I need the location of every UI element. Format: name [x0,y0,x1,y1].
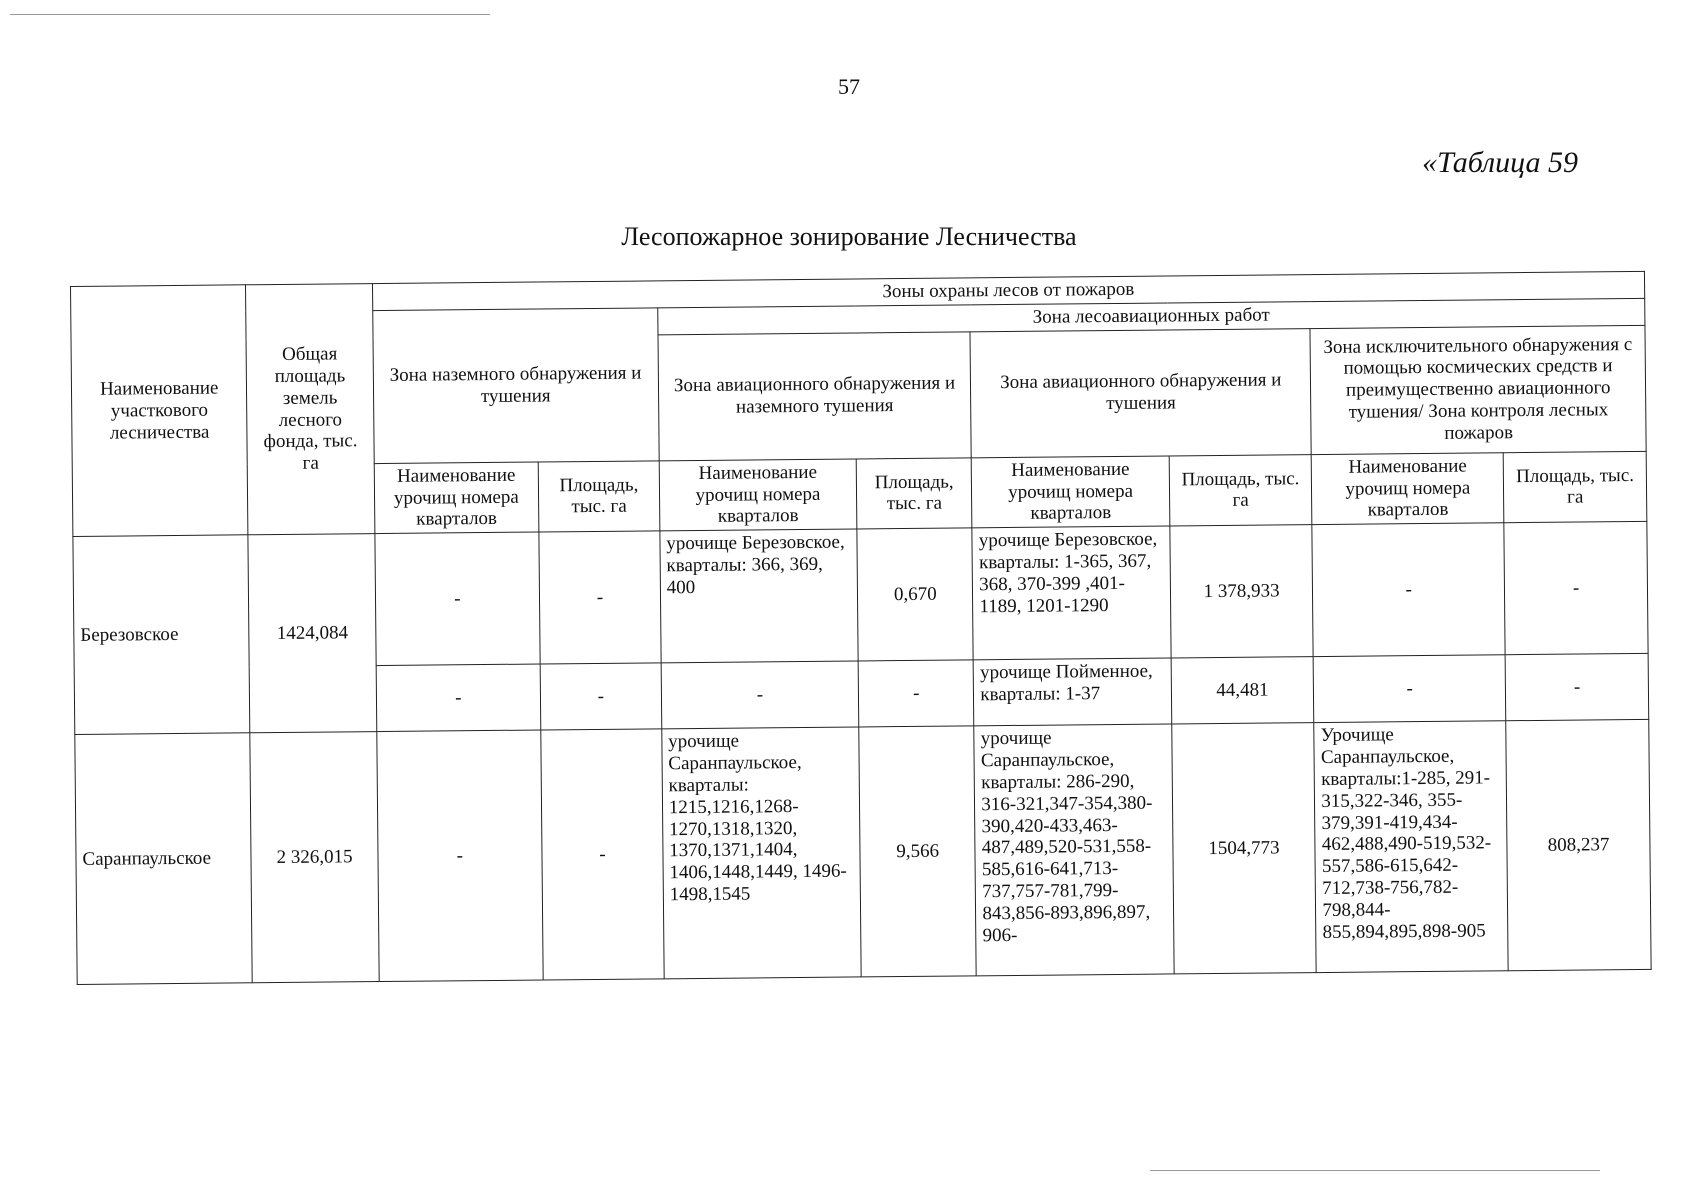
avia-names: урочище Саранпаульское, кварталы: 286-290, 316-321,347-354,380-390,420-433,463-487,489,520-531,558-585,616-641,713-737,757-781,799-843,856-893,896,897, 906- [974,724,1174,976]
table-row [73,522,1648,669]
subheader-names: Наименование урочищ номера кварталов [374,462,539,534]
ground-area: - [540,663,661,730]
subheader-area: Площадь, тыс. га [1169,454,1312,526]
subheader-area: Площадь, тыс. га [856,458,972,530]
header-total-area: Общая площадь земель лесного фонда, тыс. га [246,284,375,535]
ground-area: - [539,531,661,664]
table-row [75,720,1651,985]
header-aviation-works: Зона лесоавиационных работ [658,298,1645,334]
avia-area: 1504,773 [1172,723,1317,974]
fire-zoning-table [70,271,1652,985]
subheader-names: Наименование урочищ номера кварталов [1312,452,1505,524]
total-area: 2 326,015 [250,732,379,983]
scan-edge-line [10,14,490,15]
page-number: 57 [838,74,860,99]
avia-ground-names: урочище Саранпаульское, кварталы: 1215,1216,1268-1270,1318,1320, 1370,1371,1404, 1406,1448,1449, 1496-1498,1545 [662,727,862,979]
space-names: - [1312,523,1505,657]
avia-area: 44,481 [1171,657,1314,724]
space-area: - [1505,654,1648,721]
space-area: 808,237 [1506,720,1651,971]
ground-area: - [541,729,664,980]
avia-ground-area: - [858,660,974,727]
avia-ground-area: 9,566 [859,726,977,977]
document-title: Лесопожарное зонирование Лесничества [621,222,1077,251]
subheader-area: Площадь, тыс. га [1503,451,1646,523]
scan-edge-line [1150,1170,1600,1171]
avia-names: урочище Пойменное, кварталы: 1-37 [973,658,1171,726]
subheader-names: Наименование урочищ номера кварталов [972,456,1170,528]
table-container [70,271,1652,985]
subheader-area: Площадь, тыс. га [538,461,659,533]
header-zone-avia-ground: Зона авиационного обнаружения и наземного тушения [658,332,972,461]
avia-ground-area: 0,670 [857,528,973,661]
forestry-name: Березовское [73,535,250,735]
space-names: Урочище Саранпаульское, кварталы:1-285, 291-315,322-346, 355-379,391-419,434-462,488,490-519,532-557,586-615,642-712,738-756,782-798,844-855,894,895,898-905 [1314,721,1508,973]
subheader-names: Наименование урочищ номера кварталов [659,459,857,531]
header-zone-avia-full: Зона авиационного обнаружения и тушения [970,328,1311,457]
ground-names: - [376,664,541,732]
header-zone-ground: Зона наземного обнаружения и тушения [372,308,659,464]
header-forestry: Наименование участкового лесничества [71,285,249,537]
avia-ground-names: - [661,661,859,729]
avia-ground-names: урочище Березовское, кварталы: 366, 369, 400 [660,529,859,663]
avia-area: 1 378,933 [1170,525,1314,658]
space-area: - [1504,522,1648,655]
ground-names: - [375,532,541,666]
forestry-name: Саранпаульское [75,733,253,985]
ground-names: - [376,730,543,982]
header-zone-space: Зона исключительного обнаружения с помощью космических средств и преимущественно авиационного тушения/ Зона контроля лесных пожаров [1310,325,1646,454]
avia-names: урочище Березовское, кварталы: 1-365, 367, 368, 370-399 ,401-1189, 1201-1290 [972,526,1171,660]
table-label: «Таблица 59 [1422,146,1578,179]
header-fire-zones: Зоны охраны лесов от пожаров [372,271,1645,310]
total-area: 1424,084 [248,534,376,733]
space-names: - [1313,655,1506,723]
